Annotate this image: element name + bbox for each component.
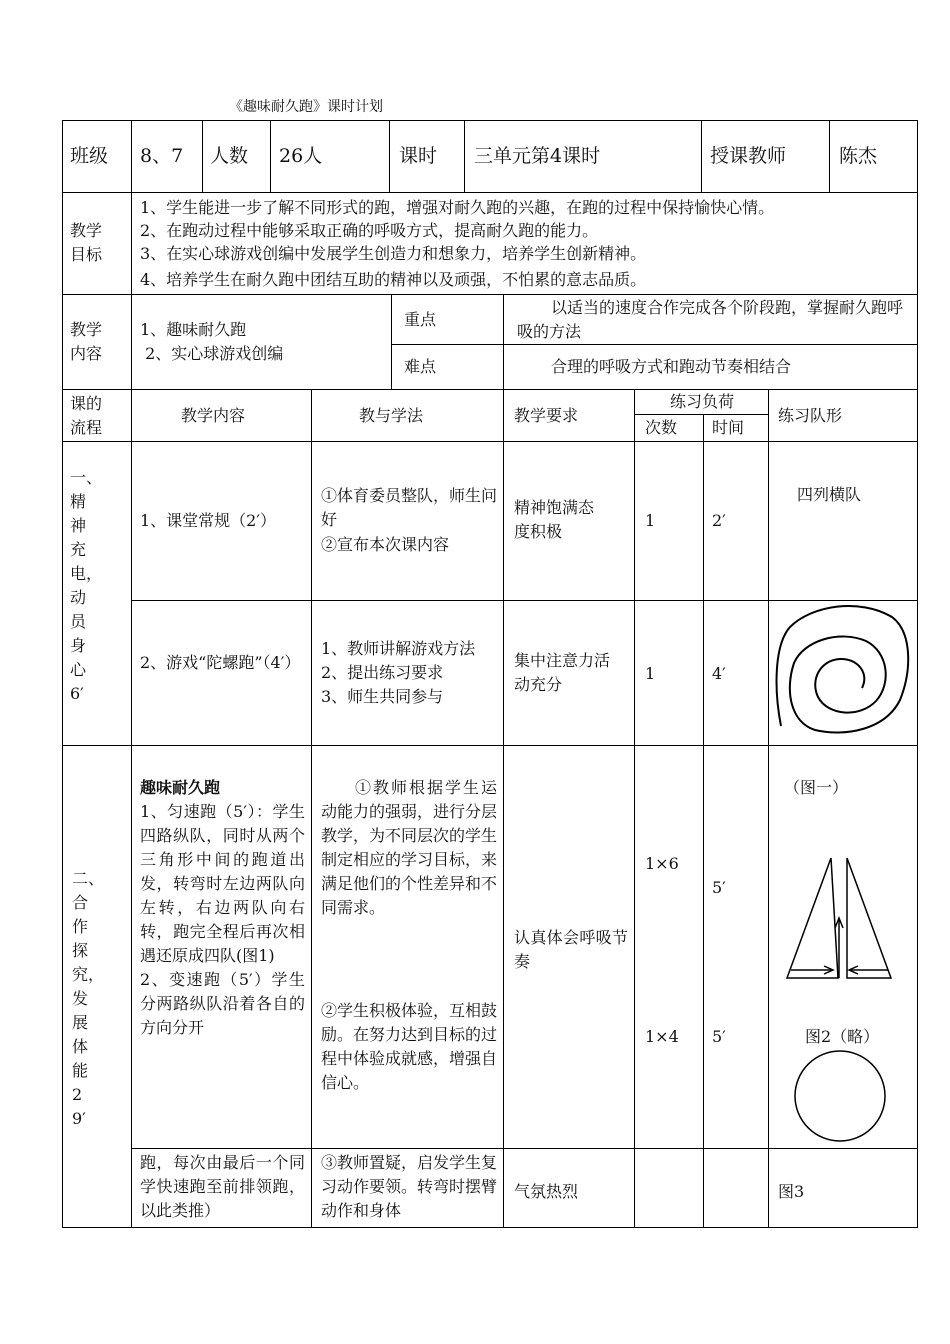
figure-1-label: （图一） bbox=[784, 778, 849, 797]
section1-row2-requirement: 集中注意力活动充分 bbox=[514, 651, 611, 694]
difficulty-value: 合理的呼吸方式和跑动节奏相结合 bbox=[551, 357, 792, 376]
teacher-label: 授课教师 bbox=[710, 145, 787, 167]
section2-duration-2: 5′ bbox=[712, 1027, 726, 1046]
section1-row1-formation: 四列横队 bbox=[797, 485, 862, 504]
section2-duration-1: 5′ bbox=[712, 878, 726, 897]
section1-row2-duration: 4′ bbox=[712, 664, 726, 683]
col-times: 次数 bbox=[645, 418, 678, 437]
content-item: 1、趣味耐久跑 bbox=[140, 320, 247, 339]
section2-method-2: ②学生积极体验，互相鼓励。在努力达到目标的过程中体验成就感，增强自信心。 bbox=[321, 1001, 498, 1092]
section1-row1-method: ②宣布本次课内容 bbox=[321, 535, 450, 554]
section1-row1-method: ①体育委员整队，师生问好 bbox=[321, 486, 498, 529]
section2-method-1: ①教师根据学生运动能力的强弱，进行分层教学，为不同层次的学生制定相应的学习目标，来满足他们的个性差异和不同需求。 bbox=[321, 778, 498, 917]
section2-times-1: 1×6 bbox=[645, 854, 679, 873]
section3-requirement: 气氛热烈 bbox=[514, 1182, 579, 1201]
col-process: 课的流程 bbox=[70, 394, 103, 437]
section1-row2-method: 1、教师讲解游戏方法 bbox=[321, 639, 476, 658]
section1-row1-requirement: 精神饱满态度积极 bbox=[514, 498, 595, 541]
col-requirement: 教学要求 bbox=[514, 406, 579, 425]
col-load: 练习负荷 bbox=[670, 392, 735, 411]
section2-times-2: 1×4 bbox=[645, 1027, 679, 1046]
page-title: 《趣味耐久跑》课时计划 bbox=[229, 99, 383, 115]
section1-row2-method: 2、提出练习要求 bbox=[321, 663, 444, 682]
section1-row2-method: 3、师生共同参与 bbox=[321, 687, 444, 706]
col-duration: 时间 bbox=[712, 418, 745, 437]
col-method: 教与学法 bbox=[359, 406, 424, 425]
section1-row1-duration: 2′ bbox=[712, 511, 726, 530]
key-point-label: 重点 bbox=[404, 310, 437, 329]
section3-method: ③教师置疑，启发学生复习动作要领。转弯时摆臂动作和身体 bbox=[321, 1153, 498, 1220]
count-label: 人数 bbox=[210, 145, 249, 167]
objective-item: 3、在实心球游戏创编中发展学生创造力和想象力，培养学生创新精神。 bbox=[140, 244, 647, 263]
objective-item: 2、在跑动过程中能够采取正确的呼吸方式，提高耐久跑的能力。 bbox=[140, 221, 599, 240]
section1-row2-content: 2、游戏“陀螺跑”（4′） bbox=[140, 653, 301, 672]
period-value: 三单元第4课时 bbox=[474, 145, 601, 167]
section1-row2-times: 1 bbox=[645, 664, 656, 683]
objective-item: 4、培养学生在耐久跑中团结互助的精神以及顽强，不怕累的意志品质。 bbox=[140, 270, 647, 289]
section2-content-title: 趣味耐久跑 bbox=[140, 778, 221, 797]
stage-2: 二、合作探究，发展体能29′ bbox=[72, 869, 105, 1128]
key-point-value: 以适当的速度合作完成各个阶段跑，掌握耐久跑呼吸的方法 bbox=[517, 298, 904, 341]
class-label: 班级 bbox=[70, 145, 109, 167]
difficulty-label: 难点 bbox=[404, 357, 437, 376]
section2-requirement: 认真体会呼吸节奏 bbox=[514, 928, 628, 971]
section3-formation: 图3 bbox=[778, 1182, 805, 1201]
section1-row1-times: 1 bbox=[645, 511, 656, 530]
section1-row1-content: 1、课堂常规（2′） bbox=[140, 511, 276, 530]
section3-content: 跑，每次由最后一个同学快速跑至前排领跑，以此类推） bbox=[140, 1153, 305, 1220]
section2-content-body: 1、匀速跑（5′）：学生四路纵队，同时从两个三角形中间的跑道出发，转弯时左边两队向左转，右边两队向右转，跑完全程后再次相遇还原成四队(图1) 2、变速跑（5′）学生分两路纵队沿着各自的方向分开 bbox=[140, 802, 305, 1037]
objectives-label: 教学目标 bbox=[70, 221, 103, 264]
class-value: 8、7 bbox=[140, 145, 184, 167]
period-label: 课时 bbox=[399, 145, 438, 167]
objective-item: 1、学生能进一步了解不同形式的跑，增强对耐久跑的兴趣，在跑的过程中保持愉快心情。 bbox=[140, 198, 775, 217]
content-label: 教学内容 bbox=[70, 320, 103, 363]
figure-2-label: 图2（略） bbox=[805, 1027, 880, 1046]
count-value: 26人 bbox=[279, 145, 323, 167]
col-formation: 练习队形 bbox=[778, 406, 843, 425]
col-content: 教学内容 bbox=[181, 406, 246, 425]
stage-1: 一、精神充电，动员身心6′ bbox=[70, 468, 103, 703]
teacher-value: 陈杰 bbox=[839, 145, 878, 167]
content-item: 2、实心球游戏创编 bbox=[140, 344, 284, 363]
